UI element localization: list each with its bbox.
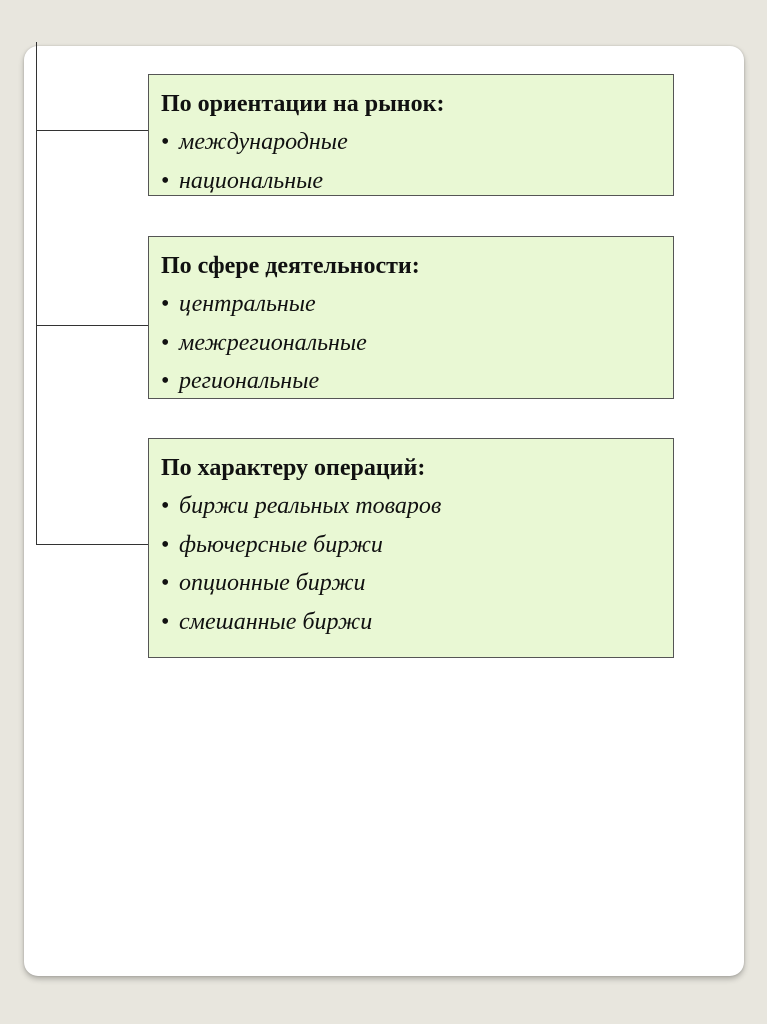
bullet-icon: • bbox=[161, 531, 170, 558]
item-label: фьючерсные биржи bbox=[179, 531, 383, 558]
item-label: региональные bbox=[179, 368, 320, 394]
connector-line-market bbox=[36, 130, 149, 131]
bullet-icon: • bbox=[161, 368, 170, 394]
bullet-icon: • bbox=[161, 608, 170, 635]
list-item bbox=[161, 285, 663, 324]
list-item bbox=[161, 324, 663, 363]
list-item bbox=[161, 603, 663, 642]
item-label: биржи реальных товаров bbox=[179, 493, 442, 519]
bullet-icon: • bbox=[161, 493, 170, 519]
tree-trunk-line bbox=[36, 42, 37, 544]
item-label: межрегиональные bbox=[179, 329, 367, 356]
bullet-icon: • bbox=[161, 129, 170, 155]
list-item bbox=[161, 526, 663, 565]
item-label: международные bbox=[179, 129, 348, 155]
group-box-nature-of-operations bbox=[148, 438, 674, 658]
group-title: По ориентации на рынок: bbox=[161, 91, 445, 117]
list-item bbox=[161, 487, 663, 526]
list-item bbox=[161, 362, 663, 401]
bullet-icon: • bbox=[161, 167, 170, 194]
item-label: центральные bbox=[179, 291, 316, 317]
group-title: По сфере деятельности: bbox=[161, 253, 420, 279]
bullet-icon: • bbox=[161, 291, 170, 317]
group-title: По характеру операций: bbox=[161, 455, 426, 481]
bullet-icon: • bbox=[161, 329, 170, 356]
bullet-icon: • bbox=[161, 570, 170, 596]
group-box-sphere-of-activity bbox=[148, 236, 674, 399]
item-label: смешанные биржи bbox=[179, 608, 373, 635]
connector-line-sphere bbox=[36, 325, 149, 326]
group-box-market-orientation bbox=[148, 74, 674, 196]
group-items bbox=[161, 123, 663, 200]
item-label: национальные bbox=[179, 167, 324, 194]
item-label: опционные биржи bbox=[179, 570, 366, 596]
group-items bbox=[161, 285, 663, 401]
list-item bbox=[161, 564, 663, 603]
connector-line-operations bbox=[36, 544, 149, 545]
list-item bbox=[161, 162, 663, 201]
group-items bbox=[161, 487, 663, 641]
list-item bbox=[161, 123, 663, 162]
